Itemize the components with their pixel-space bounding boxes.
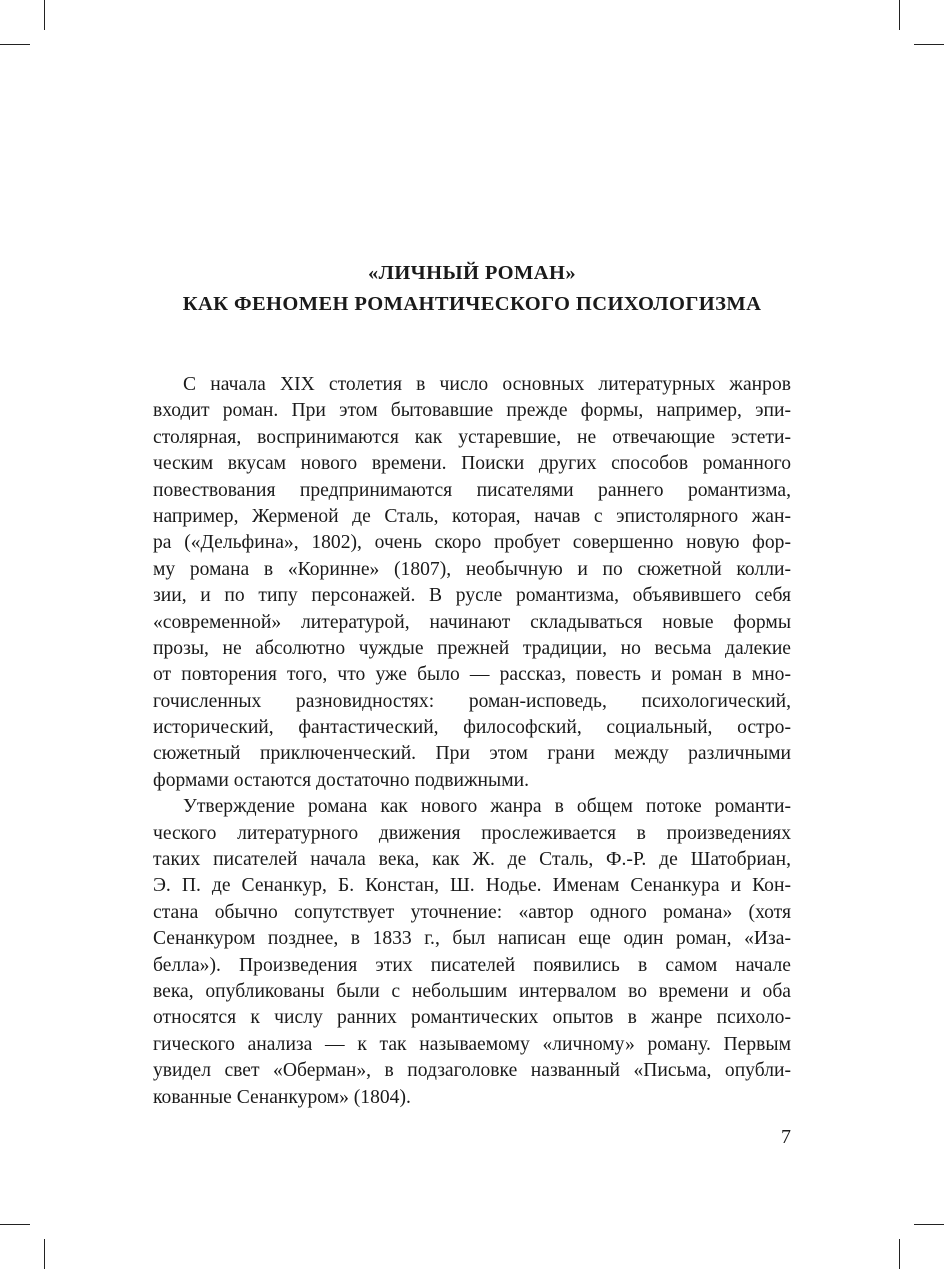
paragraph-2	[153, 794, 791, 1111]
chapter-heading-line-2: КАК ФЕНОМЕН РОМАНТИЧЕСКОГО ПСИХОЛОГИЗМА	[182, 293, 762, 315]
text-line: например, Жерменой де Сталь, которая, начав с эпистолярного жан-	[153, 505, 791, 527]
crop-mark-top-left-vertical	[44, 0, 45, 30]
text-line: исторический, фантастический, философский, социальный, остро-	[153, 717, 791, 739]
chapter-heading-line-1: «ЛИЧНЫЙ РОМАН»	[368, 262, 576, 284]
crop-mark-bottom-left-vertical	[44, 1239, 45, 1269]
crop-mark-top-left-horizontal	[0, 44, 30, 45]
text-line: увидел свет «Оберман», в подзаголовке названный «Письма, опубли-	[153, 1060, 791, 1082]
text-line: С начала XIX столетия в число основных литературных жанров	[183, 374, 791, 395]
text-line: формами остаются достаточно подвижными.	[153, 769, 529, 791]
text-line: столярная, воспринимаются как устаревшие, не отвечающие эстети-	[153, 426, 791, 448]
text-line: гочисленных разновидностях: роман-исповедь, психологический,	[153, 690, 791, 712]
text-line: входит роман. При этом бытовавшие прежде формы, например, эпи-	[153, 400, 791, 422]
text-line: кованные Сенанкуром» (1804).	[153, 1086, 411, 1108]
chapter-heading	[0, 258, 944, 320]
body-text	[153, 372, 791, 1111]
page-number: 7	[781, 1126, 791, 1148]
text-line: прозы, не абсолютно чуждые прежней традиции, но весьма далекие	[153, 637, 791, 659]
text-line: ческого литературного движения прослеживается в произведениях	[153, 822, 791, 844]
text-line: века, опубликованы были с небольшим интервалом во времени и оба	[153, 980, 791, 1002]
text-line: ра («Дельфина», 1802), очень скоро пробует совершенно новую фор-	[153, 532, 791, 554]
crop-mark-bottom-left-horizontal	[0, 1224, 30, 1225]
text-line: стана обычно сопутствует уточнение: «автор одного романа» (хотя	[153, 901, 791, 923]
crop-mark-bottom-right-vertical	[899, 1239, 900, 1269]
crop-mark-top-right-vertical	[899, 0, 900, 30]
crop-mark-bottom-right-horizontal	[914, 1224, 944, 1225]
crop-mark-top-right-horizontal	[914, 44, 944, 45]
text-line: Э. П. де Сенанкур, Б. Констан, Ш. Нодье. Именам Сенанкура и Кон-	[153, 875, 791, 897]
text-line: Сенанкуром позднее, в 1833 г., был написан еще один роман, «Иза-	[153, 928, 791, 950]
paragraph-1	[153, 372, 791, 794]
text-line: ческим вкусам нового времени. Поиски других способов романного	[153, 453, 791, 475]
text-line: сюжетный приключенческий. При этом грани между различными	[153, 743, 791, 765]
text-line: зии, и по типу персонажей. В русле романтизма, объявившего себя	[153, 585, 791, 607]
text-line: «современной» литературой, начинают складываться новые формы	[153, 611, 791, 633]
text-line: му романа в «Коринне» (1807), необычную и по сюжетной колли-	[153, 558, 791, 580]
text-line: повествования предпринимаются писателями раннего романтизма,	[153, 479, 791, 501]
text-line: от повторения того, что уже было — рассказ, повесть и роман в мно-	[153, 664, 791, 686]
text-line: относятся к числу ранних романтических опытов в жанре психоло-	[153, 1007, 791, 1029]
text-line: Утверждение романа как нового жанра в общем потоке романти-	[183, 796, 791, 818]
text-line: белла»). Произведения этих писателей появились в самом начале	[153, 954, 791, 976]
text-line: гического анализа — к так называемому «личному» роману. Первым	[153, 1033, 791, 1055]
text-line: таких писателей начала века, как Ж. де Сталь, Ф.-Р. де Шатобриан,	[153, 849, 791, 871]
